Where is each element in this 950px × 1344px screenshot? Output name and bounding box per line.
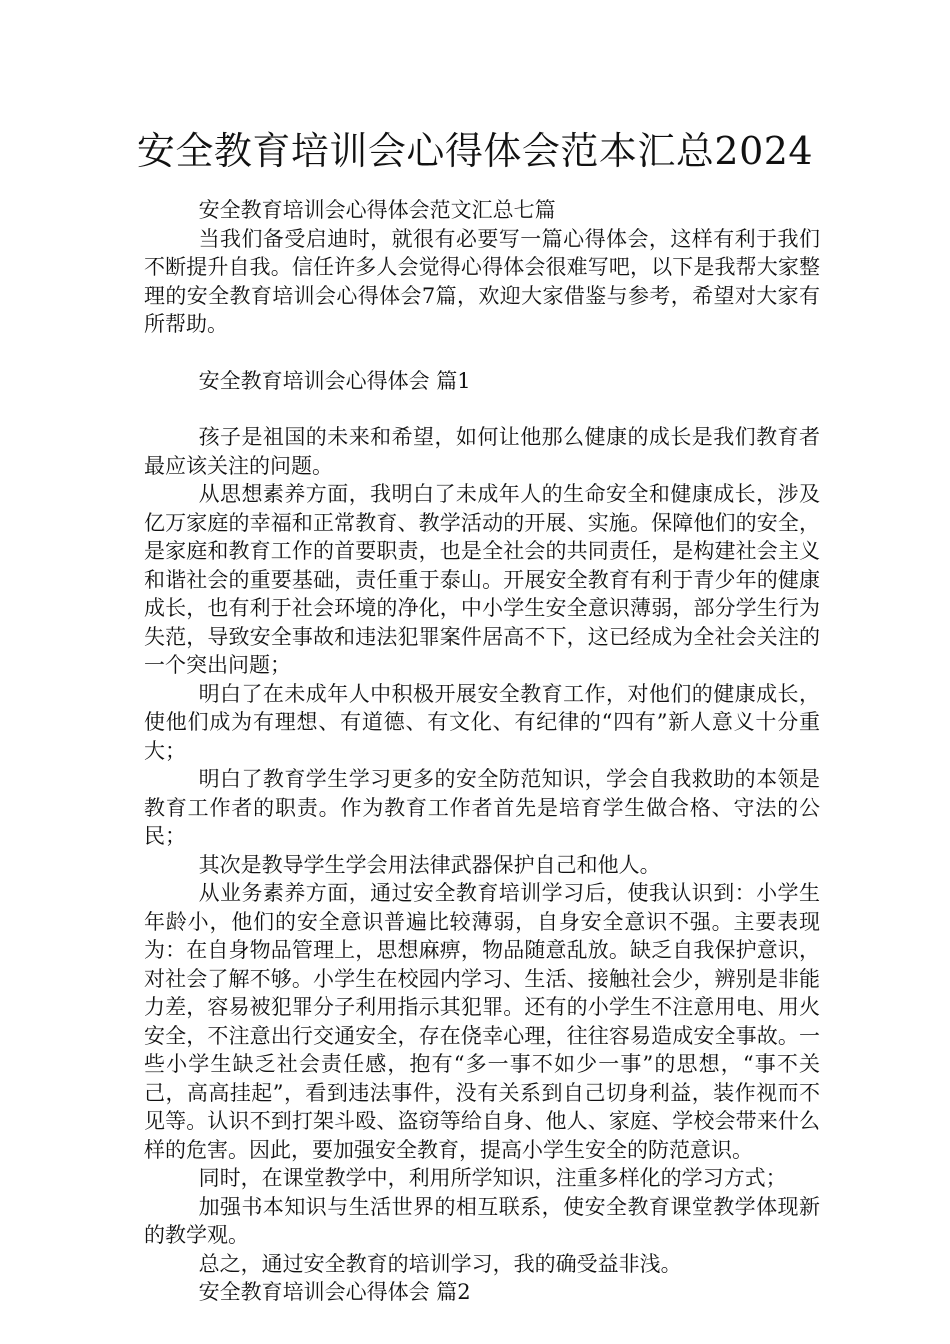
section-heading: 安全教育培训会心得体会 篇2 <box>198 1280 471 1304</box>
document-title: 安全教育培训会心得体会范本汇总2024 <box>136 129 814 173</box>
body-paragraph: 从业务素养方面，通过安全教育培训学习后，使我认识到：小学生年龄小，他们的安全意识普遍比较薄弱，自身安全意识不强。主要表现为：在自身物品管理上，思想麻痹，物品随意乱放。缺乏自我保护意识，对社会了解不够。小学生在校园内学习、生活、接触社会少，辨别是非能力差，容易被犯罪分子利用指示其犯罪。还有的小学生不注意用电、用火安全，不注意出行交通安全，存在侥幸心理，往往容易造成安全事故。一些小学生缺乏社会责任感，抱有“多一事不如少一事”的思想，“事不关己，高高挂起”，看到违法事件，没有关系到自己切身利益，装作视而不见等。认识不到打架斗殴、盗窃等给自身、他人、家庭、学校会带来什么样的危害。因此，要加强安全教育，提高小学生安全的防范意识。 <box>144 881 820 1162</box>
body-paragraph: 从思想素养方面，我明白了未成年人的生命安全和健康成长，涉及亿万家庭的幸福和正常教育、教学活动的开展、实施。保障他们的安全，是家庭和教育工作的首要职责，也是全社会的共同责任，是构建社会主义和谐社会的重要基础，责任重于泰山。开展安全教育有利于青少年的健康成长，也有利于社会环境的净化，中小学生安全意识薄弱，部分学生行为失范，导致安全事故和违法犯罪案件居高不下，这已经成为全社会关注的一个突出问题； <box>144 482 820 677</box>
body-paragraph: 总之，通过安全教育的培训学习，我的确受益非浅。 <box>198 1251 682 1276</box>
document-body <box>144 196 820 1307</box>
body-paragraph: 明白了在未成年人中积极开展安全教育工作，对他们的健康成长，使他们成为有理想、有道德、有文化、有纪律的“四有”新人意义十分重大； <box>144 681 820 763</box>
section-heading: 安全教育培训会心得体会 篇1 <box>198 368 471 393</box>
body-paragraph: 明白了教育学生学习更多的安全防范知识，学会自我救助的本领是教育工作者的职责。作为教育工作者首先是培育学生做合格、守法的公民； <box>144 767 820 848</box>
body-paragraph: 其次是教导学生学会用法律武器保护自己和他人。 <box>198 852 661 877</box>
body-paragraph: 加强书本知识与生活世界的相互联系，使安全教育课堂教学体现新的教学观。 <box>144 1194 820 1247</box>
body-paragraph: 孩子是祖国的未来和希望，如何让他那么健康的成长是我们教育者最应该关注的问题。 <box>144 425 820 478</box>
body-paragraph: 同时，在课堂教学中，利用所学知识，注重多样化的学习方式； <box>198 1166 787 1190</box>
section-heading: 安全教育培训会心得体会范文汇总七篇 <box>198 198 556 222</box>
body-paragraph: 当我们备受启迪时，就很有必要写一篇心得体会，这样有利于我们不断提升自我。信任许多人会觉得心得体会很难写吧，以下是我帮大家整理的安全教育培训会心得体会7篇，欢迎大家借鉴与参考，希望对大家有所帮助。 <box>144 226 820 336</box>
